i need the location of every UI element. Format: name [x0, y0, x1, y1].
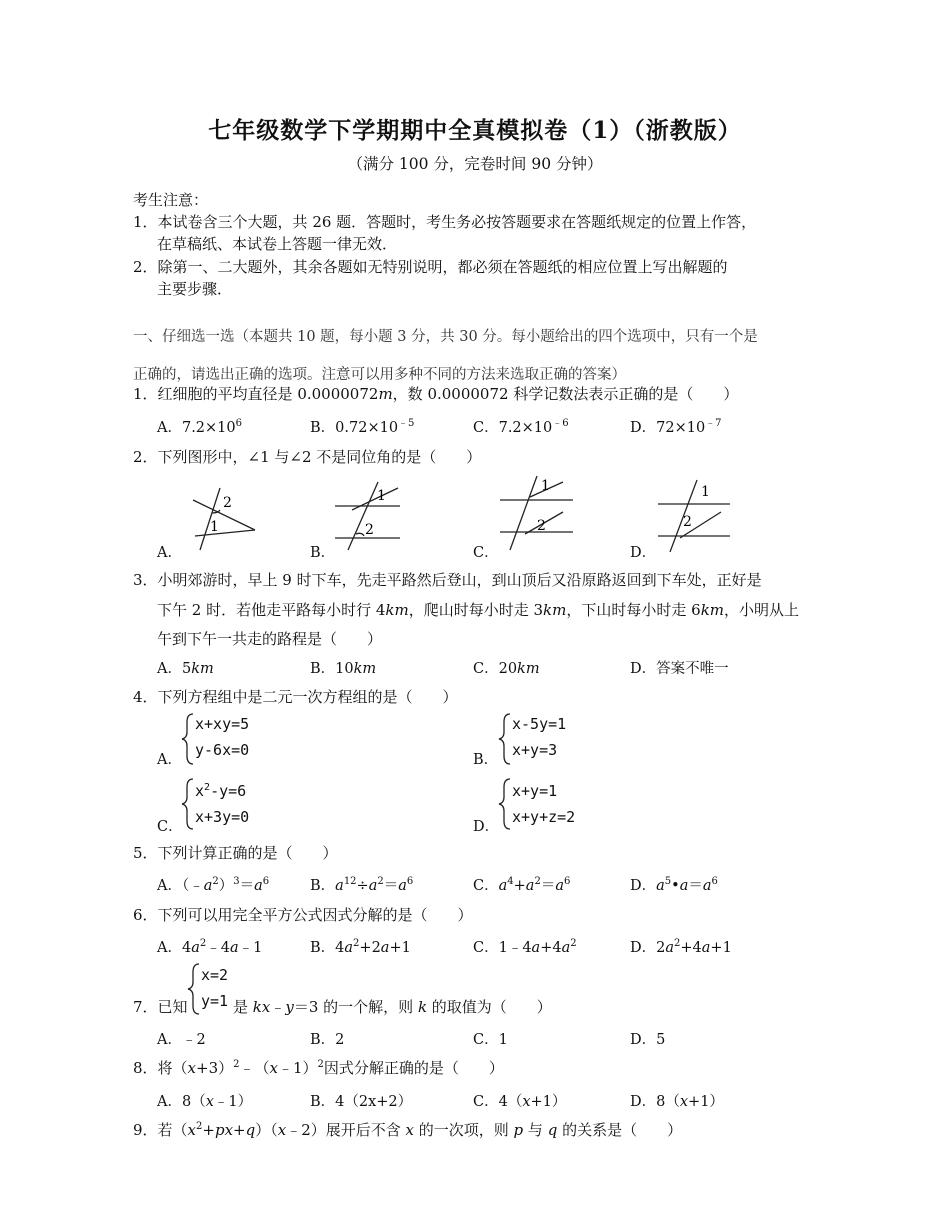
- q3-option-a[interactable]: A．5km: [157, 661, 214, 677]
- notice-item-2: 2．除第一、二大题外，其余各题如无特别说明，都必须在答题纸的相应位置上写出解题的: [133, 258, 728, 276]
- question-3: 3．小明郊游时，早上 9 时下车，先走平路然后登山，到山顶后又沿原路返回到下车处，正好是: [133, 571, 762, 589]
- q6-option-d[interactable]: D．$2a^2+4a+1$: [630, 938, 732, 956]
- q8-option-c[interactable]: C．4（x+1）: [473, 1094, 567, 1110]
- angle-1-label: 1: [377, 488, 386, 504]
- brace-icon: [180, 712, 196, 766]
- brace-icon: [497, 712, 513, 766]
- q5-option-b[interactable]: B．$a^{12}\div a^2=a^6$: [310, 876, 414, 894]
- q2-figure-d: [655, 476, 740, 552]
- question-7: 是 kx﹣y＝3 的一个解，则 k 的取值为（ ）: [233, 998, 552, 1016]
- q4-b-eq2: x+y=3: [512, 741, 558, 759]
- q5-option-a[interactable]: A．$(﹣a^2)^3=a^6$: [157, 876, 270, 894]
- q1-option-a[interactable]: A．$7.2\times 10^6$: [157, 418, 243, 436]
- question-8: 8．将$(x+3)^2﹣(x﹣1)^2$因式分解正确的是（ ）: [133, 1059, 504, 1077]
- q6-option-b[interactable]: B．$4a^2+2a+1$: [310, 938, 411, 956]
- angle-1-label: 1: [541, 478, 550, 494]
- question-6: 6．下列可以用完全平方公式因式分解的是（ ）: [133, 906, 473, 924]
- page-title: 七年级数学下学期期中全真模拟卷（1）（浙教版）: [208, 117, 742, 144]
- q2-figure-a: [175, 480, 265, 555]
- question-9: 9．若$(x^2+px+q)(x﹣2)$展开后不含 x 的一次项，则 p 与 q 的关系是（ ）: [133, 1121, 683, 1139]
- q3-option-d[interactable]: D．答案不唯一: [630, 661, 729, 677]
- notice-item-2-cont: 主要步骤．: [157, 280, 233, 298]
- q2-option-a[interactable]: A．: [157, 545, 182, 561]
- q5-option-c[interactable]: C．$a^4+a^2=a^6$: [473, 876, 571, 894]
- q4-a-eq1: x+xy=5: [195, 715, 250, 733]
- q4-option-a[interactable]: A．: [157, 752, 182, 768]
- page-subtitle: （满分 100 分，完卷时间 90 分钟）: [347, 155, 603, 173]
- q2-option-b[interactable]: B．: [310, 545, 336, 561]
- q4-c-eq1: $x^2-y=6$: [195, 782, 247, 800]
- question-5: 5．下列计算正确的是（ ）: [133, 844, 338, 862]
- q7-option-d[interactable]: D．5: [630, 1032, 666, 1048]
- q7-eq1: x=2: [201, 966, 229, 984]
- question-2: 2．下列图形中，∠1 与∠2 不是同位角的是（ ）: [133, 448, 482, 466]
- q8-option-d[interactable]: D．8（x+1）: [630, 1094, 724, 1110]
- q8-option-a[interactable]: A．8（x﹣1）: [157, 1094, 253, 1110]
- brace-icon: [497, 777, 513, 831]
- q2-option-c[interactable]: C．: [473, 545, 499, 561]
- notice-heading: 考生注意：: [133, 191, 209, 209]
- q1-option-d[interactable]: D．$72\times 10^{﹣7}$: [630, 418, 722, 436]
- notice-item-1: 1．本试卷含三个大题，共 26 题．答题时，考生务必按答题要求在答题纸规定的位置上作答，: [133, 213, 757, 231]
- q4-option-b[interactable]: B．: [473, 752, 499, 768]
- q4-d-eq1: x+y=1: [512, 782, 558, 800]
- q5-option-d[interactable]: D．$a^5•a=a^6$: [630, 876, 718, 894]
- q4-c-eq2: x+3y=0: [195, 808, 250, 826]
- question-1: 1．红细胞的平均直径是 0.0000072m，数 0.0000072 科学记数法表示正确的是（ ）: [133, 385, 739, 403]
- q6-option-a[interactable]: A．$4a^2﹣4a﹣1$: [157, 938, 263, 956]
- angle-2-label: 2: [223, 495, 232, 511]
- q4-option-d[interactable]: D．: [473, 819, 500, 835]
- q2-option-d[interactable]: D．: [630, 545, 657, 561]
- q8-option-b[interactable]: B．4（2x+2）: [310, 1094, 413, 1110]
- q4-option-c[interactable]: C．: [157, 819, 183, 835]
- angle-2-label: 2: [683, 514, 692, 530]
- notice-item-1-cont: 在草稿纸、本试卷上答题一律无效．: [157, 235, 398, 253]
- brace-icon: [186, 962, 202, 1016]
- q4-d-eq2: x+y+z=2: [512, 808, 576, 826]
- brace-icon: [180, 777, 196, 831]
- q2-figure-b: [330, 478, 410, 553]
- question-3-cont-2: 午到下午一共走的路程是（ ）: [157, 630, 383, 648]
- q3-option-c[interactable]: C．20km: [473, 661, 540, 677]
- q7-option-c[interactable]: C．1: [473, 1032, 508, 1048]
- q7-option-a[interactable]: A．﹣2: [157, 1032, 206, 1048]
- section-heading-cont: 正确的，请选出正确的选项。注意可以用多种不同的方法来选取正确的答案）: [133, 367, 626, 383]
- angle-2-label: 2: [365, 522, 374, 538]
- question-3-cont: 下午 2 时．若他走平路每小时行 4km，爬山时每小时走 3km，下山时每小时走 6km，小明从上: [157, 601, 800, 619]
- q7-option-b[interactable]: B．2: [310, 1032, 345, 1048]
- question-7-lead: 7．已知: [133, 998, 188, 1016]
- section-heading: 一、仔细选一选（本题共 10 题，每小题 3 分，共 30 分。每小题给出的四个选项中，只有一个是: [133, 329, 758, 345]
- q2-figure-c: [495, 472, 580, 552]
- angle-1-label: 1: [701, 484, 710, 500]
- q1-option-c[interactable]: C．$7.2\times 10^{﹣6}$: [473, 418, 569, 436]
- question-4: 4．下列方程组中是二元一次方程组的是（ ）: [133, 688, 458, 706]
- q7-eq2: y=1: [201, 992, 229, 1010]
- q4-b-eq1: x-5y=1: [512, 715, 567, 733]
- q1-option-b[interactable]: B．$0.72\times 10^{﹣5}$: [310, 418, 415, 436]
- q4-a-eq2: y-6x=0: [195, 741, 250, 759]
- angle-2-label: 2: [537, 518, 546, 534]
- angle-1-label: 1: [210, 519, 219, 535]
- q6-option-c[interactable]: C．$1﹣4a+4a^2$: [473, 938, 577, 956]
- q3-option-b[interactable]: B．10km: [310, 661, 377, 677]
